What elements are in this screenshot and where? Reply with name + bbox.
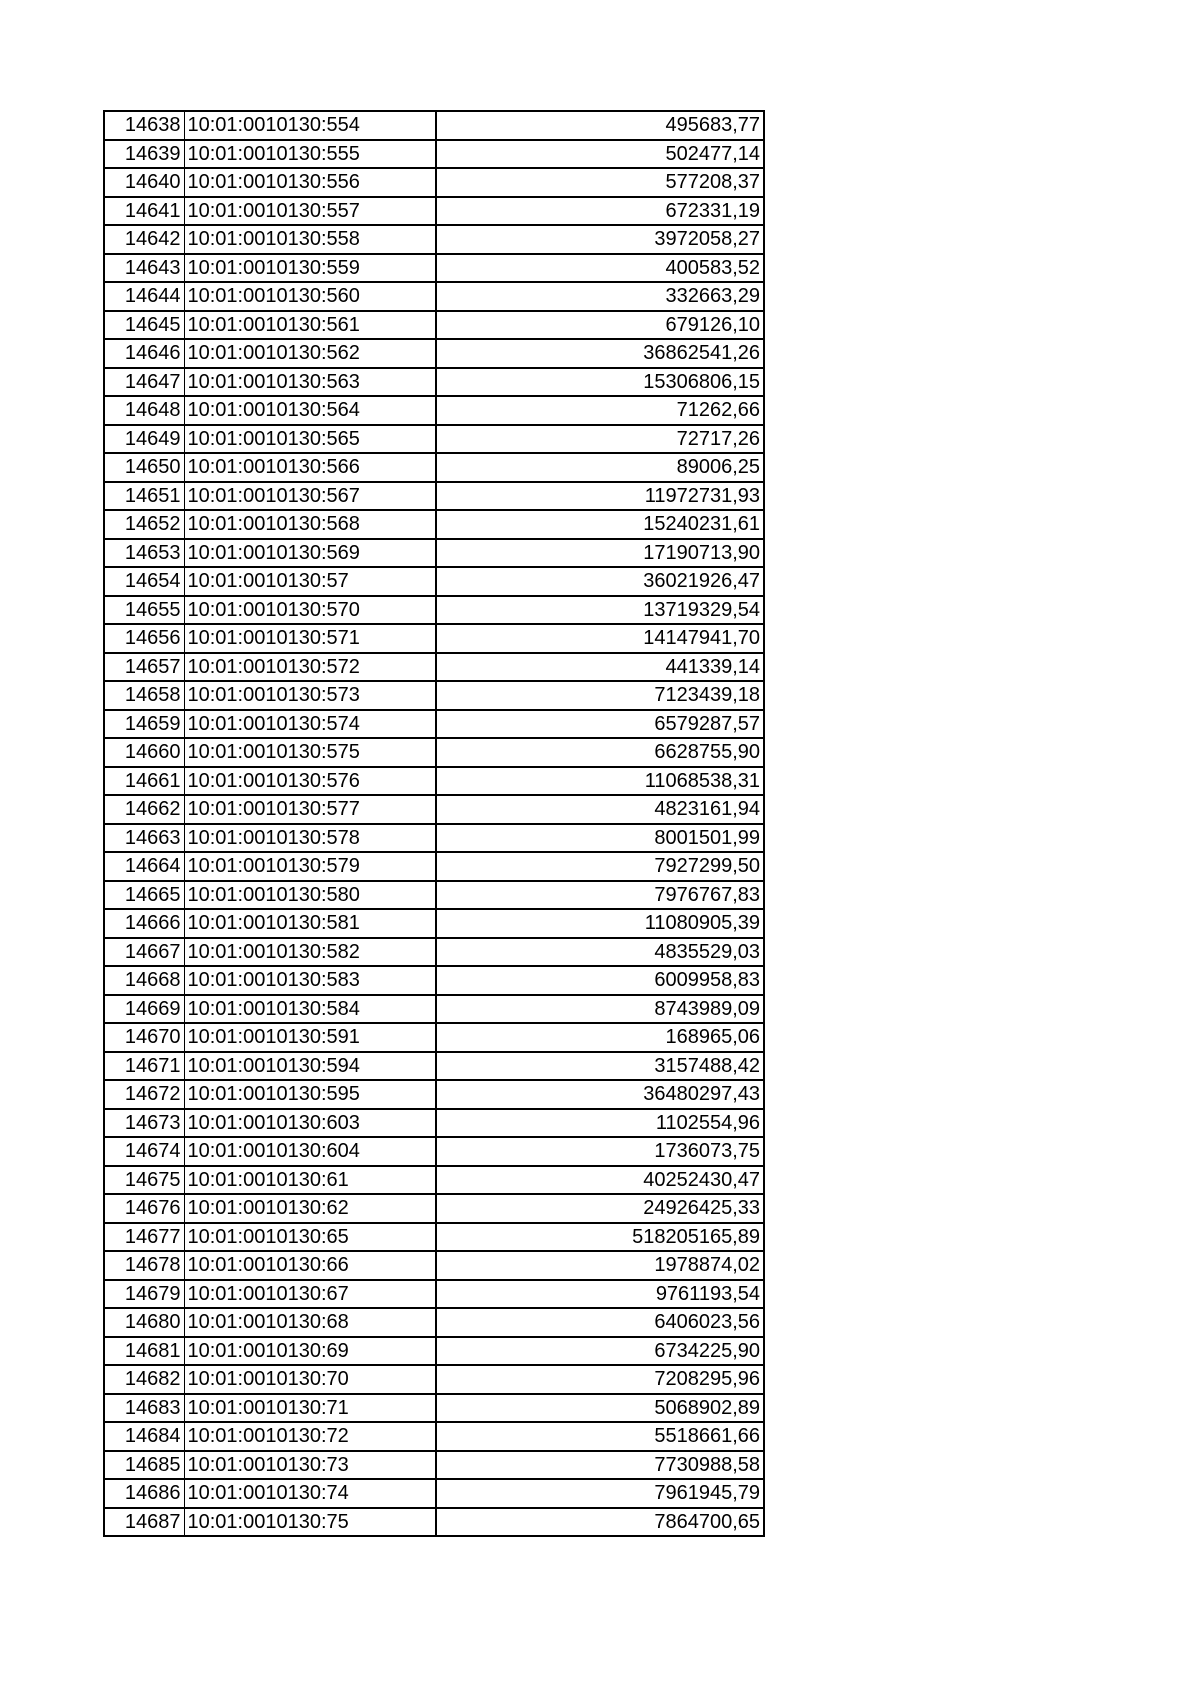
table-row — [104, 995, 764, 1024]
cadastral-number-cell: 10:01:0010130:557 — [184, 197, 436, 226]
row-number-cell: 14655 — [104, 596, 184, 625]
cadastral-value-cell: 71262,66 — [436, 396, 764, 425]
cadastral-value-cell: 518205165,89 — [436, 1223, 764, 1252]
row-number-cell: 14664 — [104, 852, 184, 881]
table-row — [104, 197, 764, 226]
cadastral-number-cell: 10:01:0010130:68 — [184, 1308, 436, 1337]
cadastral-value-cell: 89006,25 — [436, 453, 764, 482]
row-number-cell: 14660 — [104, 738, 184, 767]
cadastral-number-cell: 10:01:0010130:578 — [184, 824, 436, 853]
cadastral-value-cell: 11972731,93 — [436, 482, 764, 511]
table-row — [104, 425, 764, 454]
cadastral-value-cell: 6406023,56 — [436, 1308, 764, 1337]
cadastral-number-cell: 10:01:0010130:71 — [184, 1394, 436, 1423]
cadastral-value-cell: 15240231,61 — [436, 510, 764, 539]
row-number-cell: 14673 — [104, 1109, 184, 1138]
row-number-cell: 14678 — [104, 1251, 184, 1280]
cadastral-value-cell: 11068538,31 — [436, 767, 764, 796]
row-number-cell: 14669 — [104, 995, 184, 1024]
table-row — [104, 881, 764, 910]
cadastral-number-cell: 10:01:0010130:564 — [184, 396, 436, 425]
cadastral-value-cell: 15306806,15 — [436, 368, 764, 397]
row-number-cell: 14680 — [104, 1308, 184, 1337]
cadastral-number-cell: 10:01:0010130:62 — [184, 1194, 436, 1223]
row-number-cell: 14638 — [104, 111, 184, 140]
row-number-cell: 14653 — [104, 539, 184, 568]
cadastral-value-cell: 441339,14 — [436, 653, 764, 682]
cadastral-value-cell: 6009958,83 — [436, 966, 764, 995]
table-row — [104, 1166, 764, 1195]
cadastral-number-cell: 10:01:0010130:562 — [184, 339, 436, 368]
cadastral-number-cell: 10:01:0010130:581 — [184, 909, 436, 938]
row-number-cell: 14639 — [104, 140, 184, 169]
cadastral-number-cell: 10:01:0010130:75 — [184, 1508, 436, 1537]
row-number-cell: 14668 — [104, 966, 184, 995]
cadastral-value-cell: 6734225,90 — [436, 1337, 764, 1366]
cadastral-number-cell: 10:01:0010130:579 — [184, 852, 436, 881]
table-row — [104, 710, 764, 739]
table-row — [104, 1337, 764, 1366]
table-row — [104, 140, 764, 169]
cadastral-number-cell: 10:01:0010130:561 — [184, 311, 436, 340]
cadastral-number-cell: 10:01:0010130:571 — [184, 624, 436, 653]
table-row — [104, 225, 764, 254]
cadastral-value-cell: 36480297,43 — [436, 1080, 764, 1109]
row-number-cell: 14670 — [104, 1023, 184, 1052]
row-number-cell: 14665 — [104, 881, 184, 910]
cadastral-number-cell: 10:01:0010130:594 — [184, 1052, 436, 1081]
row-number-cell: 14643 — [104, 254, 184, 283]
cadastral-value-cell: 577208,37 — [436, 168, 764, 197]
cadastral-number-cell: 10:01:0010130:573 — [184, 681, 436, 710]
cadastral-value-cell: 9761193,54 — [436, 1280, 764, 1309]
cadastral-number-cell: 10:01:0010130:66 — [184, 1251, 436, 1280]
table-row — [104, 1023, 764, 1052]
table-row — [104, 1451, 764, 1480]
cadastral-number-cell: 10:01:0010130:577 — [184, 795, 436, 824]
cadastral-value-cell: 24926425,33 — [436, 1194, 764, 1223]
row-number-cell: 14685 — [104, 1451, 184, 1480]
row-number-cell: 14657 — [104, 653, 184, 682]
cadastral-value-cell: 8743989,09 — [436, 995, 764, 1024]
cadastral-number-cell: 10:01:0010130:73 — [184, 1451, 436, 1480]
cadastral-number-cell: 10:01:0010130:74 — [184, 1479, 436, 1508]
table-row — [104, 596, 764, 625]
cadastral-number-cell: 10:01:0010130:591 — [184, 1023, 436, 1052]
row-number-cell: 14658 — [104, 681, 184, 710]
table-row — [104, 1137, 764, 1166]
row-number-cell: 14661 — [104, 767, 184, 796]
cadastral-number-cell: 10:01:0010130:566 — [184, 453, 436, 482]
table-row — [104, 681, 764, 710]
cadastral-value-cell: 36021926,47 — [436, 567, 764, 596]
cadastral-value-cell: 5068902,89 — [436, 1394, 764, 1423]
table-row — [104, 254, 764, 283]
row-number-cell: 14641 — [104, 197, 184, 226]
cadastral-number-cell: 10:01:0010130:595 — [184, 1080, 436, 1109]
cadastral-value-cell: 4835529,03 — [436, 938, 764, 967]
cadastral-value-cell: 1102554,96 — [436, 1109, 764, 1138]
row-number-cell: 14652 — [104, 510, 184, 539]
cadastral-value-cell: 6579287,57 — [436, 710, 764, 739]
table-row — [104, 1365, 764, 1394]
cadastral-value-cell: 5518661,66 — [436, 1422, 764, 1451]
cadastral-number-cell: 10:01:0010130:560 — [184, 282, 436, 311]
row-number-cell: 14648 — [104, 396, 184, 425]
table-row — [104, 1394, 764, 1423]
row-number-cell: 14654 — [104, 567, 184, 596]
table-row — [104, 1109, 764, 1138]
table-row — [104, 852, 764, 881]
table-row — [104, 567, 764, 596]
cadastral-value-cell: 3157488,42 — [436, 1052, 764, 1081]
table-row — [104, 1194, 764, 1223]
table-row — [104, 111, 764, 140]
cadastral-number-cell: 10:01:0010130:57 — [184, 567, 436, 596]
row-number-cell: 14677 — [104, 1223, 184, 1252]
table-row — [104, 1308, 764, 1337]
cadastral-number-cell: 10:01:0010130:567 — [184, 482, 436, 511]
cadastral-number-cell: 10:01:0010130:576 — [184, 767, 436, 796]
cadastral-value-cell: 7123439,18 — [436, 681, 764, 710]
table-row — [104, 1479, 764, 1508]
cadastral-value-cell: 7961945,79 — [436, 1479, 764, 1508]
table-row — [104, 795, 764, 824]
cadastral-value-cell: 7927299,50 — [436, 852, 764, 881]
row-number-cell: 14684 — [104, 1422, 184, 1451]
cadastral-number-cell: 10:01:0010130:574 — [184, 710, 436, 739]
cadastre-value-table — [103, 110, 765, 1537]
cadastral-number-cell: 10:01:0010130:568 — [184, 510, 436, 539]
cadastral-value-cell: 7976767,83 — [436, 881, 764, 910]
table-row — [104, 368, 764, 397]
cadastral-number-cell: 10:01:0010130:555 — [184, 140, 436, 169]
row-number-cell: 14650 — [104, 453, 184, 482]
row-number-cell: 14667 — [104, 938, 184, 967]
table-row — [104, 653, 764, 682]
row-number-cell: 14662 — [104, 795, 184, 824]
cadastral-value-cell: 17190713,90 — [436, 539, 764, 568]
row-number-cell: 14674 — [104, 1137, 184, 1166]
row-number-cell: 14683 — [104, 1394, 184, 1423]
cadastral-number-cell: 10:01:0010130:559 — [184, 254, 436, 283]
row-number-cell: 14675 — [104, 1166, 184, 1195]
cadastral-value-cell: 168965,06 — [436, 1023, 764, 1052]
row-number-cell: 14679 — [104, 1280, 184, 1309]
row-number-cell: 14672 — [104, 1080, 184, 1109]
cadastral-number-cell: 10:01:0010130:61 — [184, 1166, 436, 1195]
cadastral-number-cell: 10:01:0010130:603 — [184, 1109, 436, 1138]
cadastral-value-cell: 495683,77 — [665, 114, 760, 137]
row-number-cell: 14681 — [104, 1337, 184, 1366]
table-row — [104, 767, 764, 796]
table-row — [104, 168, 764, 197]
row-number-cell: 14663 — [104, 824, 184, 853]
row-number-cell: 14646 — [104, 339, 184, 368]
table-row — [104, 539, 764, 568]
cadastral-value-cell: 36862541,26 — [436, 339, 764, 368]
cadastral-value-cell: 72717,26 — [436, 425, 764, 454]
row-number-cell: 14651 — [104, 482, 184, 511]
cadastral-value-cell: 8001501,99 — [436, 824, 764, 853]
table-row — [104, 1251, 764, 1280]
cadastral-value-cell: 672331,19 — [436, 197, 764, 226]
cadastral-value-cell: 1978874,02 — [436, 1251, 764, 1280]
row-number-cell: 14687 — [104, 1508, 184, 1537]
table-row — [104, 453, 764, 482]
cadastral-value-cell: 4823161,94 — [436, 795, 764, 824]
cadastral-number-cell: 10:01:0010130:575 — [184, 738, 436, 767]
table-row — [104, 1280, 764, 1309]
row-number-cell: 14644 — [104, 282, 184, 311]
row-number-cell: 14640 — [104, 168, 184, 197]
cadastral-number-cell: 10:01:0010130:554 — [184, 111, 436, 140]
cadastral-number-cell: 10:01:0010130:565 — [184, 425, 436, 454]
table-row — [104, 396, 764, 425]
table-row — [104, 738, 764, 767]
row-number-cell: 14686 — [104, 1479, 184, 1508]
cadastral-number-cell: 10:01:0010130:584 — [184, 995, 436, 1024]
cadastral-value-cell: 679126,10 — [436, 311, 764, 340]
row-number-cell: 14647 — [104, 368, 184, 397]
cadastral-value-cell: 332663,29 — [436, 282, 764, 311]
cadastral-value-cell: 502477,14 — [436, 140, 764, 169]
table-row — [104, 1223, 764, 1252]
row-number-cell: 14656 — [104, 624, 184, 653]
table-row — [104, 510, 764, 539]
table-row — [104, 966, 764, 995]
cadastral-value-cell: 11080905,39 — [436, 909, 764, 938]
row-number-cell: 14671 — [104, 1052, 184, 1081]
table-row — [104, 311, 764, 340]
row-number-cell: 14666 — [104, 909, 184, 938]
cadastral-number-cell: 10:01:0010130:572 — [184, 653, 436, 682]
cadastral-number-cell: 10:01:0010130:604 — [184, 1137, 436, 1166]
row-number-cell: 14659 — [104, 710, 184, 739]
cadastral-value-cell: 1736073,75 — [436, 1137, 764, 1166]
cadastral-number-cell: 10:01:0010130:582 — [184, 938, 436, 967]
cadastral-number-cell: 10:01:0010130:583 — [184, 966, 436, 995]
row-number-cell: 14676 — [104, 1194, 184, 1223]
cadastral-value-cell: 6628755,90 — [436, 738, 764, 767]
cadastral-number-cell: 10:01:0010130:563 — [184, 368, 436, 397]
cadastral-number-cell: 10:01:0010130:556 — [184, 168, 436, 197]
table-row — [104, 624, 764, 653]
row-number-cell: 14649 — [104, 425, 184, 454]
table-body — [104, 111, 764, 1536]
row-number-cell: 14642 — [104, 225, 184, 254]
table-row — [104, 339, 764, 368]
cadastral-number-cell: 10:01:0010130:72 — [184, 1422, 436, 1451]
cadastral-number-cell: 10:01:0010130:580 — [184, 881, 436, 910]
table-row — [104, 938, 764, 967]
cadastral-number-cell: 10:01:0010130:65 — [184, 1223, 436, 1252]
cadastral-value-cell: 13719329,54 — [436, 596, 764, 625]
cadastral-number-cell: 10:01:0010130:569 — [184, 539, 436, 568]
table-row — [104, 1080, 764, 1109]
cadastral-value-cell: 3972058,27 — [436, 225, 764, 254]
cadastral-value-cell: 7730988,58 — [436, 1451, 764, 1480]
cadastral-value-cell: 400583,52 — [436, 254, 764, 283]
cadastral-value-cell: 7864700,65 — [436, 1508, 764, 1537]
table-row — [104, 1052, 764, 1081]
cadastral-number-cell: 10:01:0010130:558 — [184, 225, 436, 254]
row-number-cell: 14682 — [104, 1365, 184, 1394]
row-number-cell: 14645 — [104, 311, 184, 340]
table-row — [104, 909, 764, 938]
table-row — [104, 482, 764, 511]
table-row — [104, 1422, 764, 1451]
cadastral-number-cell: 10:01:0010130:67 — [184, 1280, 436, 1309]
cadastral-value-cell: 7208295,96 — [436, 1365, 764, 1394]
table-row — [104, 824, 764, 853]
cadastral-number-cell: 10:01:0010130:70 — [184, 1365, 436, 1394]
cadastral-number-cell: 10:01:0010130:69 — [184, 1337, 436, 1366]
cadastral-value-cell: 40252430,47 — [436, 1166, 764, 1195]
cadastral-value-cell: 14147941,70 — [436, 624, 764, 653]
table-row — [104, 282, 764, 311]
table-row — [104, 1508, 764, 1537]
cadastral-number-cell: 10:01:0010130:570 — [184, 596, 436, 625]
